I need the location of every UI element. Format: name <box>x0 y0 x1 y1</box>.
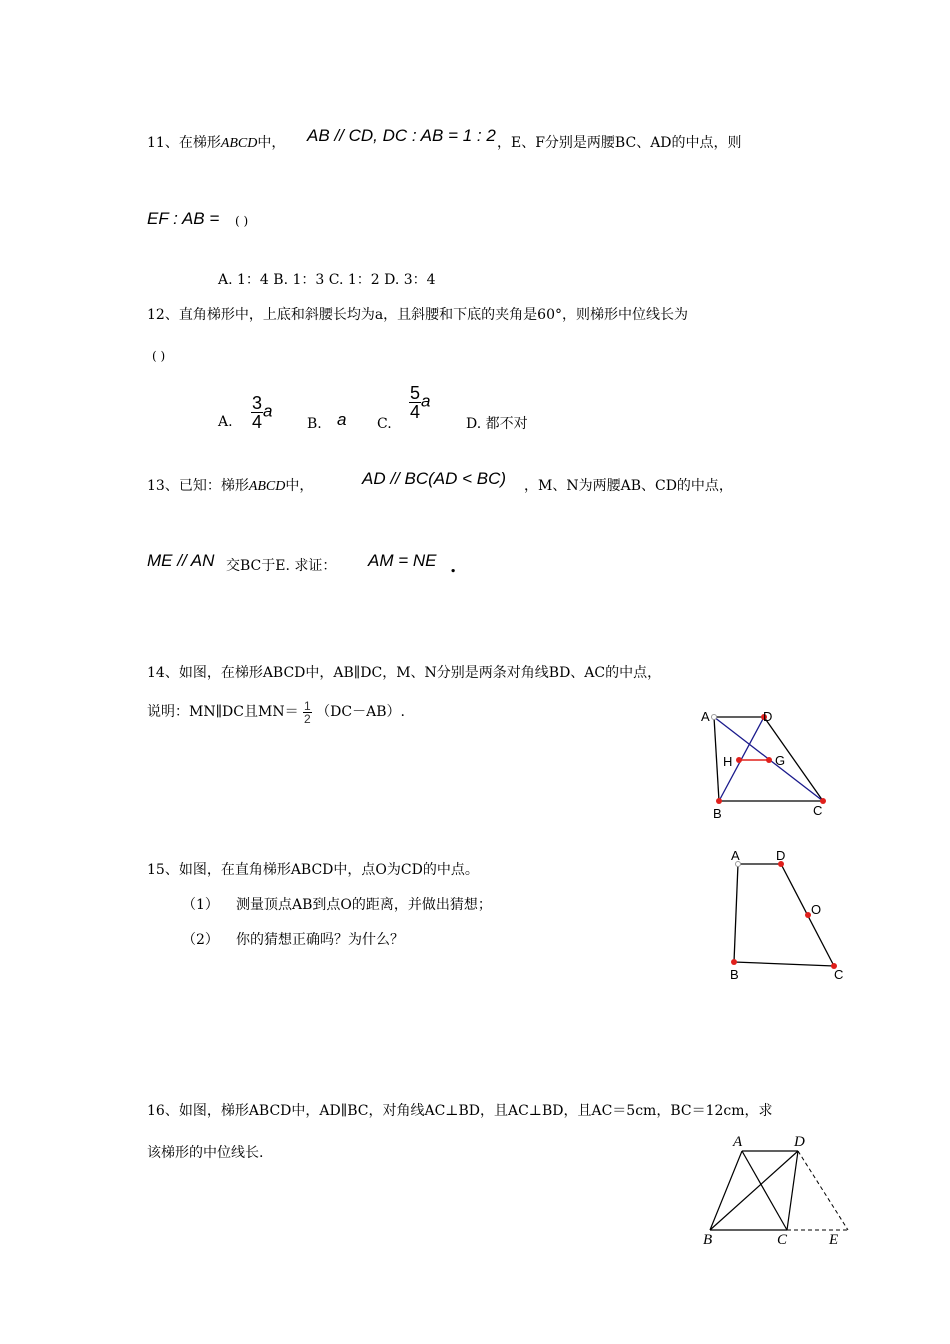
q12-option-a-variable: a <box>263 401 273 421</box>
q14-label-a: A <box>701 709 710 724</box>
q13-prefix: 13、已知：梯形 <box>147 478 249 494</box>
q13-line1 <box>147 478 313 496</box>
q15-item1 <box>182 897 492 914</box>
q14-line1: 14、如图，在梯形ABCD中，AB∥DC，M、N分别是两条对角线BD、AC的中点， <box>147 665 662 681</box>
q15-line1: 15、如图，在直角梯形ABCD中，点O为CD的中点。 <box>147 862 479 878</box>
q16-label-d: D <box>794 1134 805 1150</box>
q11-line1 <box>147 135 285 153</box>
q15-item2 <box>182 932 404 949</box>
q14-label-g: G <box>775 753 786 768</box>
q12-option-c-numerator: 5 <box>410 383 421 403</box>
q13-formula2: ME // AN <box>147 551 215 570</box>
q15-label-d: D <box>776 848 786 863</box>
q14-fraction <box>303 700 312 725</box>
q15-item2-text: 你的猜想正确吗？为什么？ <box>236 932 404 948</box>
q14-fraction-denominator: 2 <box>304 712 311 726</box>
q14-point-g <box>766 757 772 763</box>
q15-side-ba <box>734 864 738 962</box>
q16-label-a: A <box>733 1134 743 1150</box>
q15-right-trapezoid-figure <box>720 845 855 985</box>
q11-formula: AB // CD, DC : AB = 1 : 2 <box>307 126 496 145</box>
q14-line2a: 说明：MN∥DC且MN＝ <box>147 704 299 721</box>
q15-point-b <box>731 959 737 965</box>
q12-option-c-variable: a <box>421 391 431 411</box>
q12-options <box>218 384 273 431</box>
q11-trapezoid-name: ABCD <box>220 136 258 151</box>
q13-formula3: AM = NE <box>368 551 437 570</box>
q16-line1: 16、如图，梯形ABCD中，AD∥BC，对角线AC⊥BD，且AC⊥BD，且AC＝5cm，BC＝12cm，求 <box>147 1103 773 1119</box>
q15-label-b: B <box>730 967 739 982</box>
q12-option-d: D. 都不对 <box>466 416 528 432</box>
q11-ask-formula: EF : AB = <box>147 209 220 228</box>
q12-option-a-label: A. <box>218 414 233 430</box>
q14-label-d: D <box>763 709 773 724</box>
q14-point-b <box>716 798 722 804</box>
q12-text: 12、直角梯形中，上底和斜腰长均为a，且斜腰和下底的夹角是60°，则梯形中位线长为 <box>147 307 688 323</box>
q14-label-b: B <box>713 806 722 821</box>
q12-option-c-denominator: 4 <box>410 402 421 422</box>
q15-label-a: A <box>731 848 740 863</box>
q14-point-a <box>712 715 717 720</box>
q15-item1-num: （1） <box>182 897 219 913</box>
q12-option-a-denominator: 4 <box>252 411 263 432</box>
q12-answer-paren: ( ) <box>152 349 166 363</box>
q11-condition: ，E、F分别是两腰BC、AD的中点，则 <box>497 135 742 151</box>
q15-label-c: C <box>834 967 844 982</box>
q13-condition: ，M、N为两腰AB、CD的中点， <box>524 478 733 494</box>
q16-side-ba <box>710 1151 742 1230</box>
q16-side-dc <box>787 1151 798 1230</box>
q13-formula: AD // BC(AD < BC) <box>362 469 507 488</box>
q13-end: . <box>450 556 457 577</box>
q11-options: A. 1：4 B. 1：3 C. 1：2 D. 3：4 <box>218 272 436 288</box>
q15-label-o: O <box>811 902 822 917</box>
q11-prefix: 11、在梯形 <box>147 135 221 151</box>
q14-point-h <box>736 757 742 763</box>
q15-item1-text: 测量顶点AB到点O的距离，并做出猜想； <box>236 897 492 913</box>
q16-label-b: B <box>703 1232 713 1248</box>
q16-label-c: C <box>777 1232 788 1248</box>
q16-line2: 该梯形的中位线长. <box>147 1145 264 1161</box>
q12-option-a-numerator: 3 <box>252 392 263 413</box>
q12-option-b-value: a <box>337 410 347 429</box>
q12-option-b-label: B. <box>307 416 322 432</box>
q14-side-ba <box>714 717 719 801</box>
q14-fraction-numerator: 1 <box>304 699 311 713</box>
q11-mid: 中， <box>257 135 286 151</box>
q12-option-c-fraction <box>409 384 421 421</box>
q12-option-c <box>409 384 430 421</box>
q12-option-a-fraction <box>251 394 263 431</box>
q14-line2b: （DC－AB）. <box>316 704 405 721</box>
q16-trapezoid-figure <box>695 1128 865 1248</box>
q15-side-cb <box>734 962 834 966</box>
q13-text2: 交BC于E. 求证： <box>226 558 337 574</box>
q14-line2 <box>147 700 405 725</box>
q14-label-c: C <box>813 803 823 818</box>
q14-label-h: H <box>723 754 733 769</box>
q16-dashed-de <box>798 1151 848 1230</box>
q13-mid: 中， <box>285 478 314 494</box>
q16-diagonal-ac <box>742 1151 787 1230</box>
q16-diagonal-bd <box>710 1151 798 1230</box>
q15-item2-num: （2） <box>182 932 219 948</box>
q12-option-c-label: C. <box>377 416 392 432</box>
q13-trapezoid-name: ABCD <box>248 479 286 494</box>
q14-side-dc <box>764 717 823 801</box>
q14-trapezoid-figure <box>690 700 850 825</box>
q11-answer-paren: ( ) <box>235 214 249 228</box>
q16-label-e: E <box>829 1232 839 1248</box>
